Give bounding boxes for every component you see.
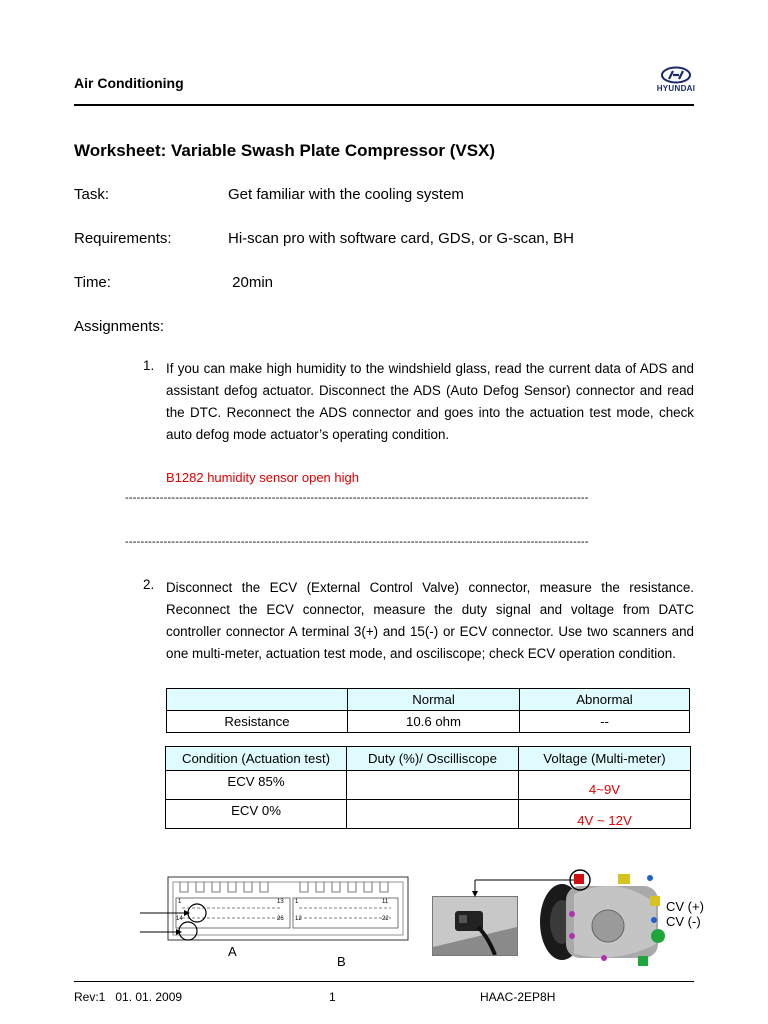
table-row [166, 800, 691, 829]
table2-cell: ECV 0% [166, 800, 347, 829]
pin-label: 1 [178, 899, 182, 905]
section-title: Air Conditioning [74, 75, 184, 91]
resistance-table [166, 688, 690, 733]
assignment-2-number: 2. [143, 577, 155, 592]
table2-cell [347, 771, 519, 800]
table-row [167, 711, 690, 733]
assignment-1-number: 1. [143, 358, 155, 373]
connector-label-b: B [337, 954, 346, 969]
table2-header-voltage: Voltage (Multi-meter) [519, 747, 691, 771]
pin-label: 13 [277, 899, 284, 905]
table2-header-duty: Duty (%)/ Oscilliscope [347, 747, 519, 771]
pin-label: 12 [295, 916, 302, 922]
answer-line-2: ------------------------------------------------------------------------------------------------------------------------ [125, 536, 589, 548]
connector-label-a: A [228, 944, 237, 959]
time-value: 20min [228, 274, 274, 291]
pin-label: 26 [277, 916, 284, 922]
table1-cell: 10.6 ohm [348, 711, 520, 733]
table2-cell: ECV 85% [166, 771, 347, 800]
assignment-1-answer: B1282 humidity sensor open high [166, 470, 359, 485]
table2-cell [347, 800, 519, 829]
requirements-value: Hi-scan pro with software card, GDS, or G-scan, BH [228, 230, 574, 247]
task-value: Get familiar with the cooling system [228, 186, 464, 203]
hyundai-logo [652, 66, 700, 96]
footer-rule [74, 981, 694, 982]
connector-diagram [140, 872, 410, 944]
ecv-table [165, 746, 691, 829]
assignments-label: Assignments: [74, 318, 165, 335]
pin-label: 14 [176, 916, 183, 922]
table1-header-normal: Normal [348, 689, 520, 711]
header-rule [74, 104, 694, 106]
footer-doc-code: HAAC-2EP8H [480, 990, 556, 1004]
table2-cell-voltage: 4~9V [519, 771, 691, 800]
footer-revision: Rev:1 01. 01. 2009 [74, 990, 183, 1004]
pin-label: 22 [382, 916, 389, 922]
table1-cell: -- [520, 711, 690, 733]
requirements-label: Requirements: [74, 230, 172, 247]
ecv-plus-label: CV (+) [666, 899, 704, 914]
table-row [166, 771, 691, 800]
pin-label: 11 [382, 899, 389, 905]
table1-header-empty [167, 689, 348, 711]
worksheet-title: Worksheet: Variable Swash Plate Compressor (VSX) [74, 141, 496, 160]
table2-header-condition: Condition (Actuation test) [166, 747, 347, 771]
table1-header-abnormal: Abnormal [520, 689, 690, 711]
assignment-1-text: If you can make high humidity to the windshield glass, read the current data of ADS and assistant defog actuator. Disconnect the ADS (Auto Defog Sensor) connector and read the DTC. Reconnect the ADS connector and goes into the actuation test mode, check auto defog mode actuator’s operating condition. [166, 361, 694, 442]
table2-cell-voltage: 4V ~ 12V [519, 800, 691, 829]
ecv-minus-label: CV (-) [666, 914, 701, 929]
time-label: Time: [74, 274, 111, 291]
assignment-2-text: Disconnect the ECV (External Control Valve) connector, measure the resistance. Reconnect the ECV connector, measure the duty signal and voltage from DATC controller connector A terminal 3(+) and 15(-) or ECV connector. Use two scanners and one multi-meter, actuation test mode, and osciliscope; check ECV operation condition. [166, 580, 694, 661]
table1-cell: Resistance [167, 711, 348, 733]
pin-label: 1 [295, 899, 299, 905]
task-label: Task: [74, 186, 110, 203]
answer-line-1: ------------------------------------------------------------------------------------------------------------------------ [125, 492, 589, 504]
brand-logo-text: HYUNDAI [656, 84, 696, 93]
compressor-photo [538, 864, 666, 968]
ecv-connector-photo [432, 896, 518, 956]
footer-page-number: 1 [329, 990, 336, 1004]
